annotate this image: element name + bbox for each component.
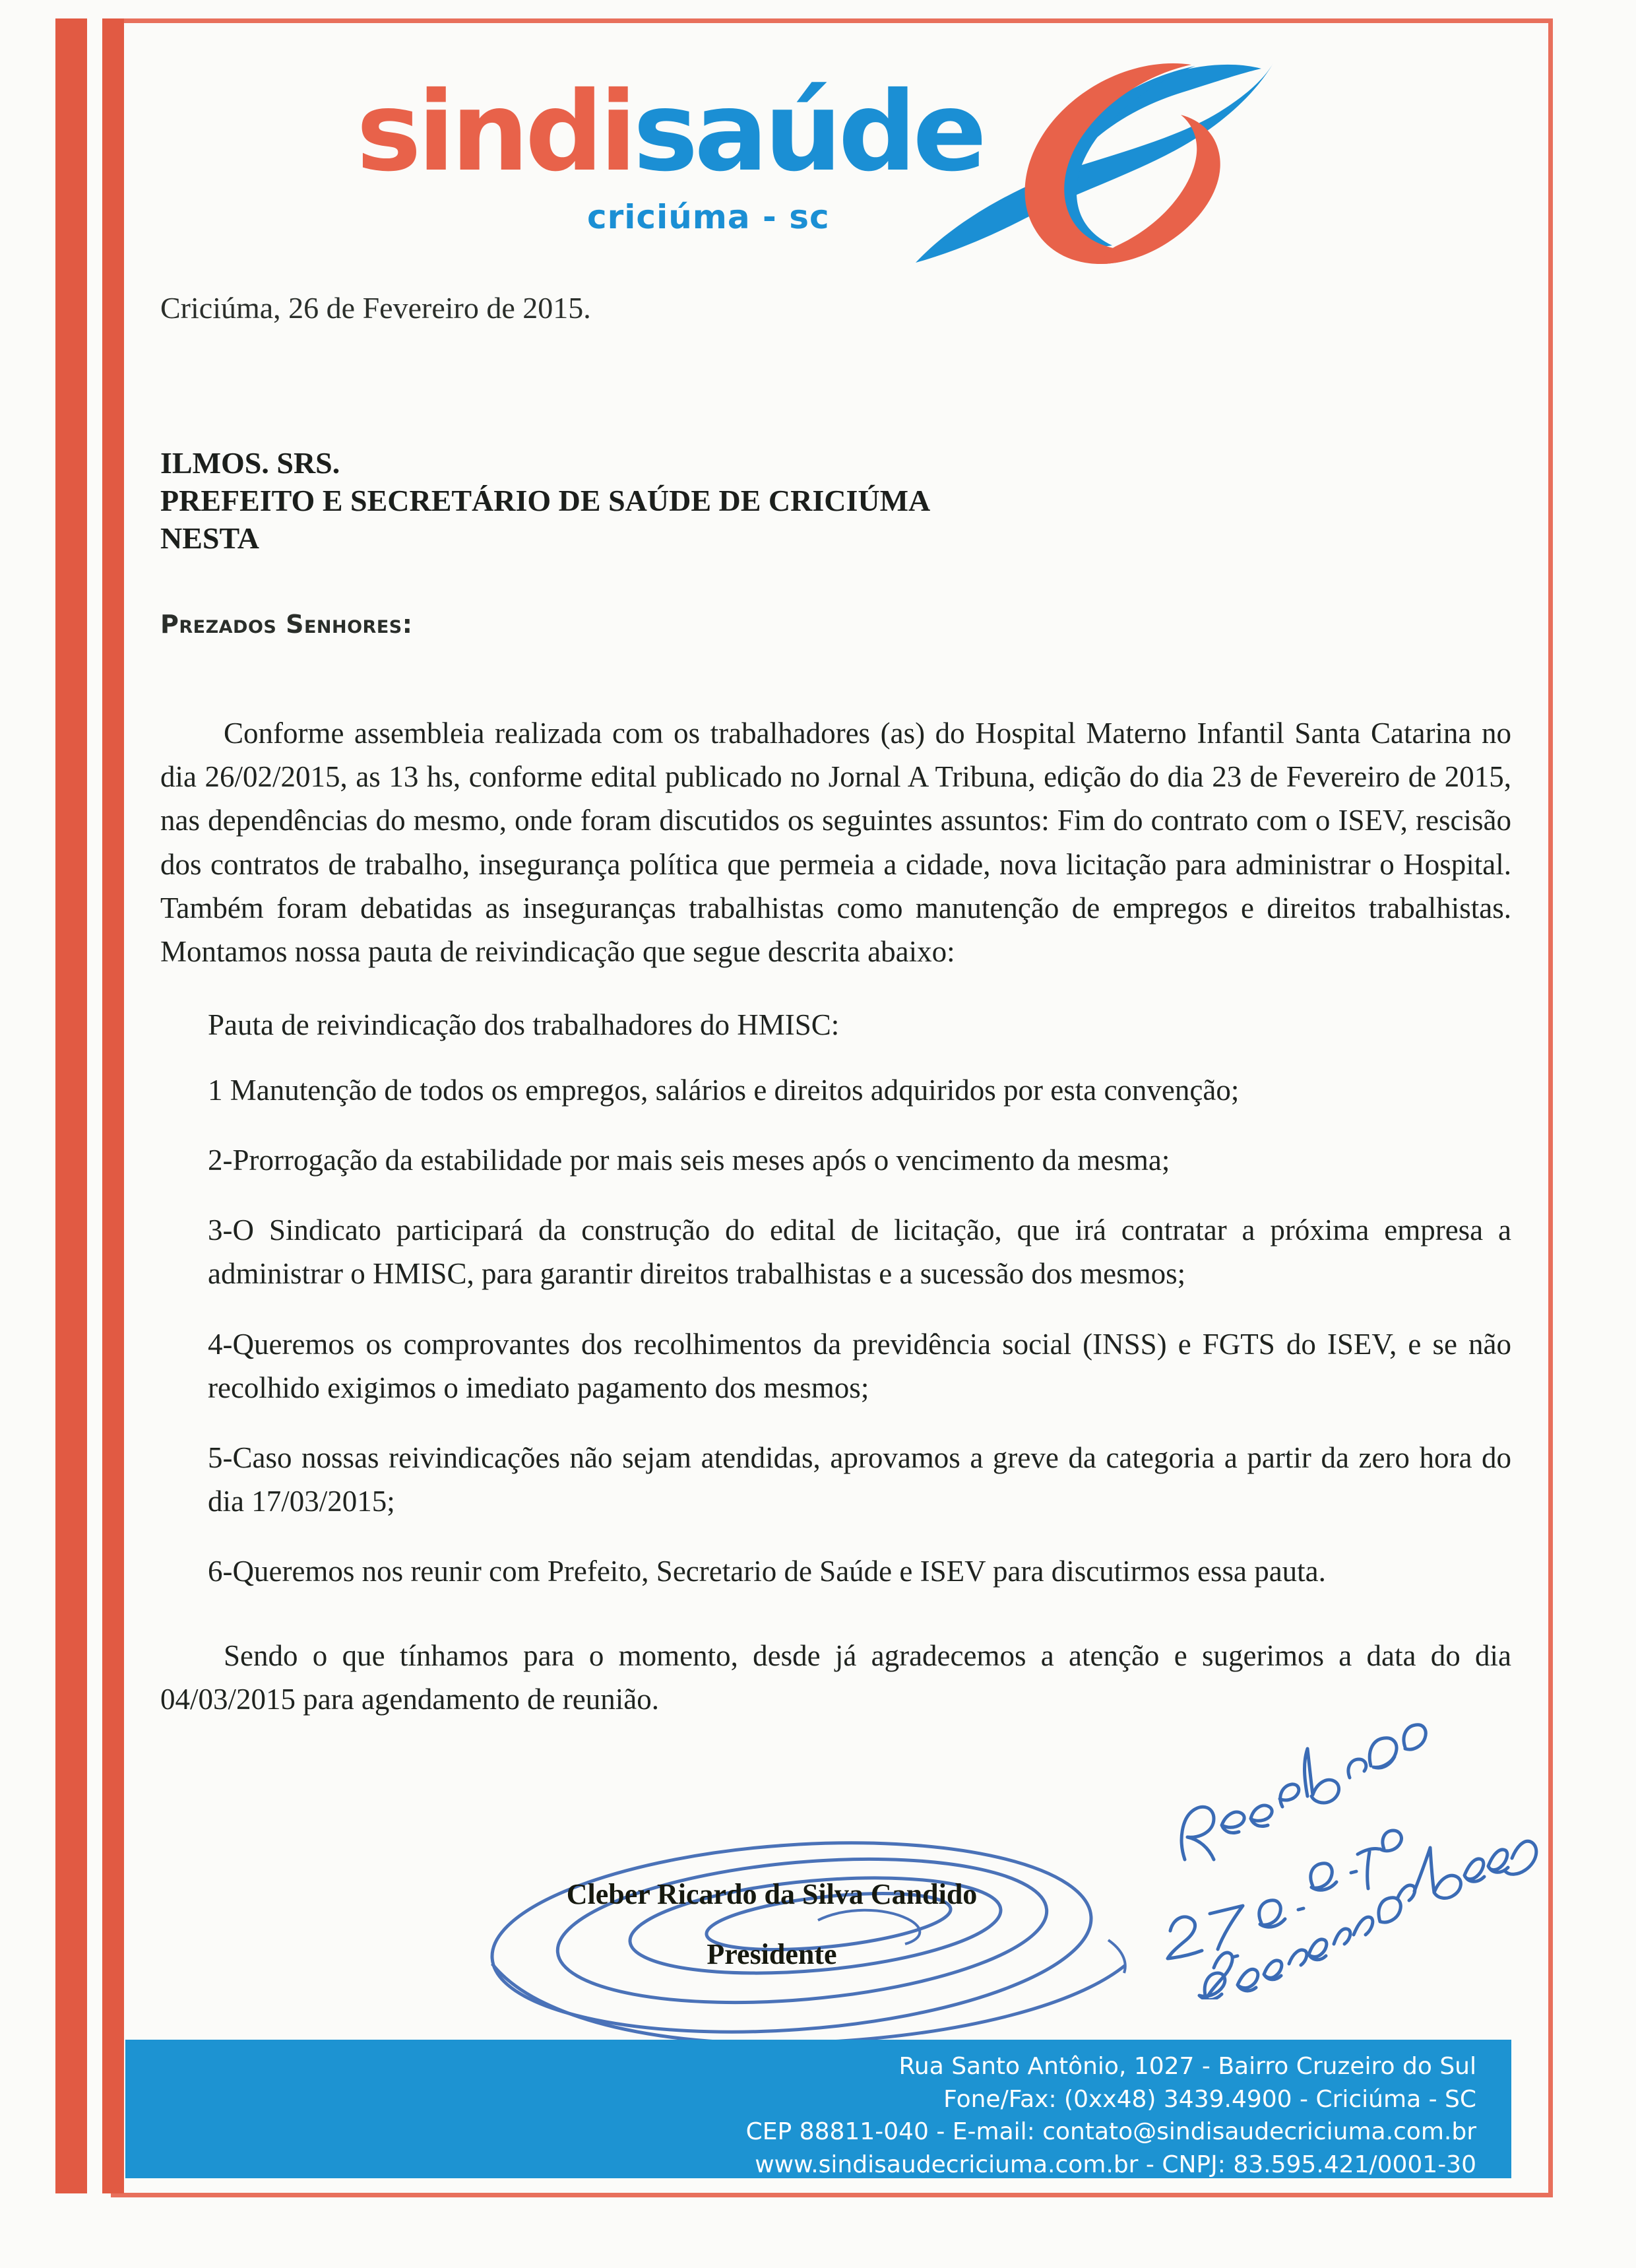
frame-right-border <box>1548 18 1553 2197</box>
addressee-block <box>160 444 1511 557</box>
footer-address: Rua Santo Antônio, 1027 - Bairro Cruzeiro do Sul <box>898 2053 1476 2080</box>
dateline: Criciúma, 26 de Fevereiro de 2015. <box>160 291 591 325</box>
frame-top-border <box>111 18 1553 23</box>
letter-body <box>160 290 1511 1721</box>
signature-block <box>475 1877 1069 1971</box>
pauta-heading: Pauta de reivindicação dos trabalhadores do HMISC: <box>208 1008 840 1041</box>
demand-item-2: 2-Prorrogação da estabilidade por mais seis meses após o vencimento da mesma; <box>208 1144 1170 1177</box>
logo-word-saude: saúde <box>633 69 984 196</box>
footer-phone: Fone/Fax: (0xx48) 3439.4900 - Criciúma - SC <box>943 2085 1476 2113</box>
addressee-line-1: ILMOS. SRS. <box>160 446 340 480</box>
sindisaude-logo <box>356 69 1293 263</box>
accent-bar-outer <box>55 18 87 2193</box>
signatory-name: Cleber Ricardo da Silva Candido <box>566 1878 978 1910</box>
handwritten-received-note <box>1121 1709 1557 1999</box>
intro-paragraph: Conforme assembleia realizada com os trabalhadores (as) do Hospital Materno Infantil Santa Catarina no dia 26/02/2015, as 13 hs, conforme edital publicado no Jornal A Tribuna, edição do dia 23 de Fevereiro de 2015, nas dependências do mesmo, onde foram discutidos os seguintes assuntos: Fim do contrato com o ISEV, rescisão dos contratos de trabalho, insegurança política que permeia a cidade, nova licitação para administrar o Hospital. Também foram debatidas as inseguranças trabalhistas como manutenção de empregos e direitos trabalhistas. Montamos nossa pauta de reivindicação que segue descrita abaixo: <box>160 717 1511 968</box>
demand-item-5: 5-Caso nossas reivindicações não sejam atendidas, aprovamos a greve da categoria a partir da zero hora do dia 17/03/2015; <box>208 1441 1511 1518</box>
demand-item-4: 4-Queremos os comprovantes dos recolhimentos da previdência social (INSS) e FGTS do ISEV, e se não recolhido exigimos o imediato pagamento dos mesmos; <box>208 1327 1511 1404</box>
addressee-line-2: PREFEITO E SECRETÁRIO DE SAÚDE DE CRICIÚMA <box>160 484 931 518</box>
signatory-title: Presidente <box>707 1938 837 1970</box>
footer-contact-info <box>746 2050 1476 2182</box>
logo-subtitle: criciúma - sc <box>587 198 830 236</box>
sindisaude-swoosh-icon <box>858 54 1280 272</box>
logo-word-sindi: sindi <box>356 69 633 196</box>
demand-item-1: 1 Manutenção de todos os empregos, salários e direitos adquiridos por esta convenção; <box>208 1073 1240 1107</box>
closing-paragraph: Sendo o que tínhamos para o momento, desde já agradecemos a atenção e sugerimos a data do dia 04/03/2015 para agendamento de reunião. <box>160 1639 1511 1716</box>
frame-bottom-border <box>111 2193 1553 2197</box>
demand-item-3: 3-O Sindicato participará da construção do edital de licitação, que irá contratar a próxima empresa a administrar o HMISC, para garantir direitos trabalhistas e a sucessão dos mesmos; <box>208 1214 1511 1291</box>
accent-bar-inner <box>102 18 124 2193</box>
footer-bar <box>125 2040 1511 2178</box>
footer-email: CEP 88811-040 - E-mail: contato@sindisaudecriciuma.com.br <box>745 2118 1476 2146</box>
demand-item-6: 6-Queremos nos reunir com Prefeito, Secretario de Saúde e ISEV para discutirmos essa pauta. <box>208 1555 1326 1588</box>
footer-website-cnpj: www.sindisaudecriciuma.com.br - CNPJ: 83.595.421/0001-30 <box>755 2151 1476 2179</box>
salutation: Prezados Senhores: <box>160 610 413 639</box>
addressee-line-3: NESTA <box>160 521 259 556</box>
